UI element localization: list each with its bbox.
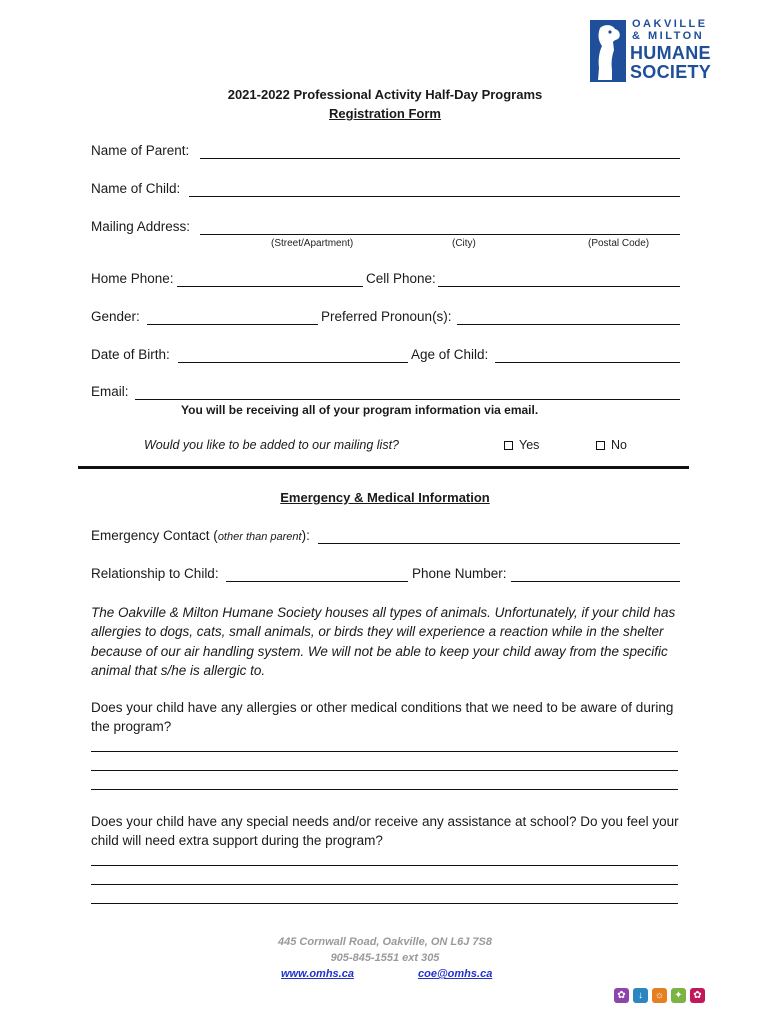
special-needs-question: Does your child have any special needs and/or receive any assistance at school? Do you feel your child will need extra support during the program?: [91, 814, 679, 849]
special-needs-answer-line-1[interactable]: [91, 865, 678, 866]
parent-name-label: Name of Parent:: [91, 143, 190, 158]
logo-line-oakville: OAKVILLE: [632, 18, 708, 30]
parent-name-field[interactable]: [200, 158, 680, 159]
dob-field[interactable]: [178, 362, 408, 363]
mailing-address-label: Mailing Address:: [91, 219, 191, 234]
child-name-label: Name of Child:: [91, 181, 181, 196]
gender-label: Gender:: [91, 309, 140, 324]
age-field[interactable]: [495, 362, 680, 363]
yes-label: Yes: [519, 438, 540, 452]
mailing-list-question: Would you like to be added to our mailing list?: [144, 438, 400, 452]
address-hint-street: (Street/Apartment): [271, 238, 354, 249]
gender-field[interactable]: [147, 324, 318, 325]
emergency-heading: Emergency & Medical Information: [280, 490, 490, 505]
dob-label: Date of Birth:: [91, 347, 170, 362]
child-name-field[interactable]: [189, 196, 680, 197]
relationship-label: Relationship to Child:: [91, 566, 219, 581]
yes-checkbox[interactable]: [504, 441, 513, 450]
email-note: You will be receiving all of your program information via email.: [181, 403, 539, 417]
form-subtitle: Registration Form: [329, 106, 441, 121]
no-label: No: [611, 438, 627, 452]
footer-website-link[interactable]: www.omhs.ca: [281, 968, 354, 980]
allergies-answer-line-2[interactable]: [91, 770, 678, 771]
sun-icon: ☼: [652, 988, 667, 1003]
footer-phone: 905-845-1551 ext 305: [330, 952, 440, 964]
footer-email-link[interactable]: coe@omhs.ca: [418, 968, 493, 980]
address-hint-postal: (Postal Code): [588, 238, 650, 249]
cell-phone-label: Cell Phone:: [366, 271, 436, 286]
dog-silhouette-icon: [590, 20, 626, 82]
logo-line-milton: & MILTON: [632, 30, 705, 42]
emergency-contact-field[interactable]: [318, 543, 680, 544]
pronouns-field[interactable]: [457, 324, 680, 325]
pronouns-label: Preferred Pronoun(s):: [321, 309, 452, 324]
paw-icon: ✿: [614, 988, 629, 1003]
email-field[interactable]: [135, 399, 680, 400]
emergency-phone-field[interactable]: [511, 581, 680, 582]
section-divider: [78, 466, 689, 469]
address-hint-city: (City): [452, 238, 476, 249]
logo-line-society: SOCIETY: [630, 62, 712, 82]
emergency-contact-label: Emergency Contact (other than parent):: [91, 528, 310, 543]
mailing-list-yes-option[interactable]: [504, 438, 539, 452]
allergies-answer-line-1[interactable]: [91, 751, 678, 752]
special-needs-answer-line-2[interactable]: [91, 884, 678, 885]
relationship-field[interactable]: [226, 581, 408, 582]
age-label: Age of Child:: [411, 347, 489, 362]
no-checkbox[interactable]: [596, 441, 605, 450]
allergies-question: Does your child have any allergies or other medical conditions that we need to be aware of during the program?: [91, 700, 674, 735]
home-phone-label: Home Phone:: [91, 271, 174, 286]
bird-icon: ✦: [671, 988, 686, 1003]
emergency-phone-label: Phone Number:: [412, 566, 507, 581]
humane-society-logo: [590, 18, 720, 84]
allergy-notice: The Oakville & Milton Humane Society houses all types of animals. Unfortunately, if your child has allergies to dogs, cats, small animals, or birds they will experience a reaction while in the shelter because of our air handling system. We will not be able to keep your child away from the specific animal that s/he is allergic to.: [91, 605, 676, 678]
logo-line-humane: HUMANE: [630, 43, 711, 63]
paw-icon: ✿: [690, 988, 705, 1003]
email-label: Email:: [91, 384, 129, 399]
arrow-down-icon: ↓: [633, 988, 648, 1003]
mailing-list-no-option[interactable]: [596, 438, 627, 452]
cell-phone-field[interactable]: [438, 286, 680, 287]
form-title: 2021-2022 Professional Activity Half-Day Programs: [227, 87, 543, 102]
footer-address: 445 Cornwall Road, Oakville, ON L6J 7S8: [278, 936, 492, 948]
mailing-address-field[interactable]: [200, 234, 680, 235]
special-needs-answer-line-3[interactable]: [91, 903, 678, 904]
allergies-answer-line-3[interactable]: [91, 789, 678, 790]
home-phone-field[interactable]: [177, 286, 363, 287]
